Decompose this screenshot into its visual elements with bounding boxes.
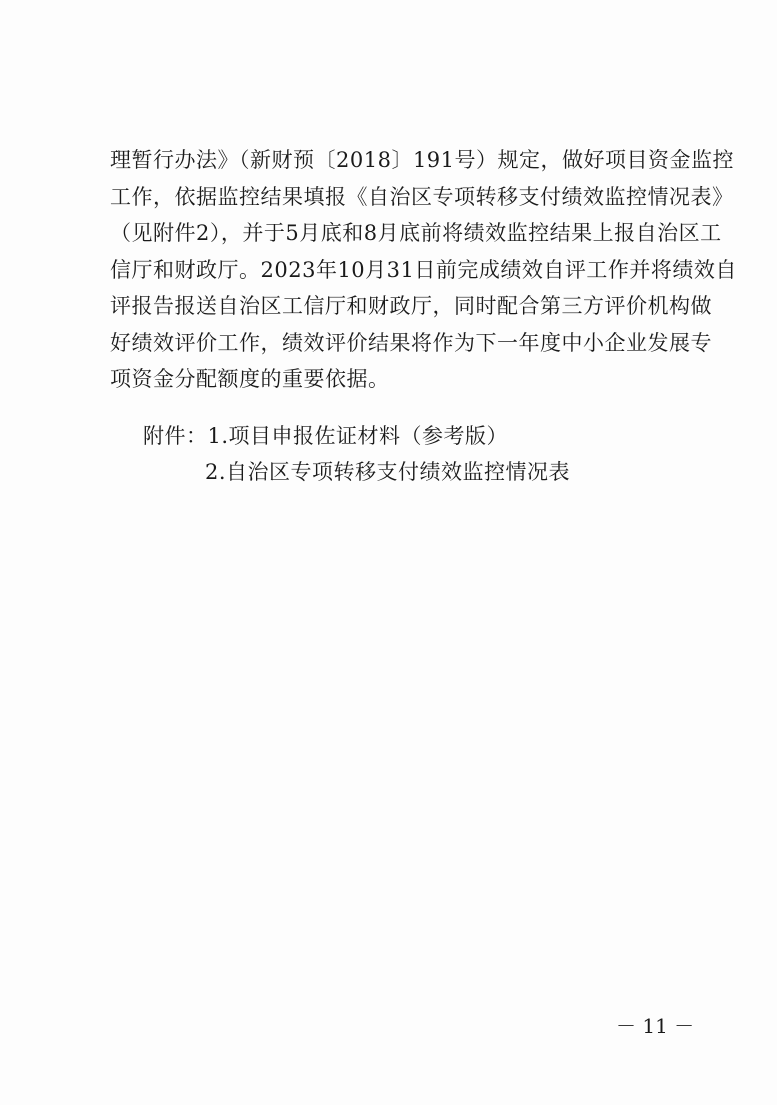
attachment-item: [143, 454, 570, 490]
attachments-list: [143, 418, 570, 490]
attachment-item: [143, 418, 570, 454]
attachments-label: 附件：: [143, 424, 208, 448]
attachment-title: 2.自治区专项转移支付绩效监控情况表: [205, 460, 571, 484]
page-number: － 11 －: [616, 1014, 695, 1038]
paragraph-line: 理暂行办法》（新财预〔2018〕191号）规定，做好项目资金监控: [110, 148, 735, 172]
paragraph-line: 工作，依据监控结果填报《自治区专项转移支付绩效监控情况表》: [110, 184, 734, 209]
paragraph-line: （见附件2），并于5月底和8月底前将绩效监控结果上报自治区工: [110, 221, 722, 245]
body-paragraph: [110, 142, 737, 398]
paragraph-line: 好绩效评价工作，绩效评价结果将作为下一年度中小企业发展专: [110, 330, 712, 355]
paragraph-line: 评报告报送自治区工信厅和财政厅，同时配合第三方评价机构做: [110, 294, 712, 318]
paragraph-line: 项资金分配额度的重要依据。: [110, 367, 390, 391]
attachment-title: 1.项目申报佐证材料（参考版）: [207, 424, 509, 448]
paragraph-line: 信厅和财政厅。2023年10月31日前完成绩效自评工作并将绩效自: [110, 257, 737, 282]
